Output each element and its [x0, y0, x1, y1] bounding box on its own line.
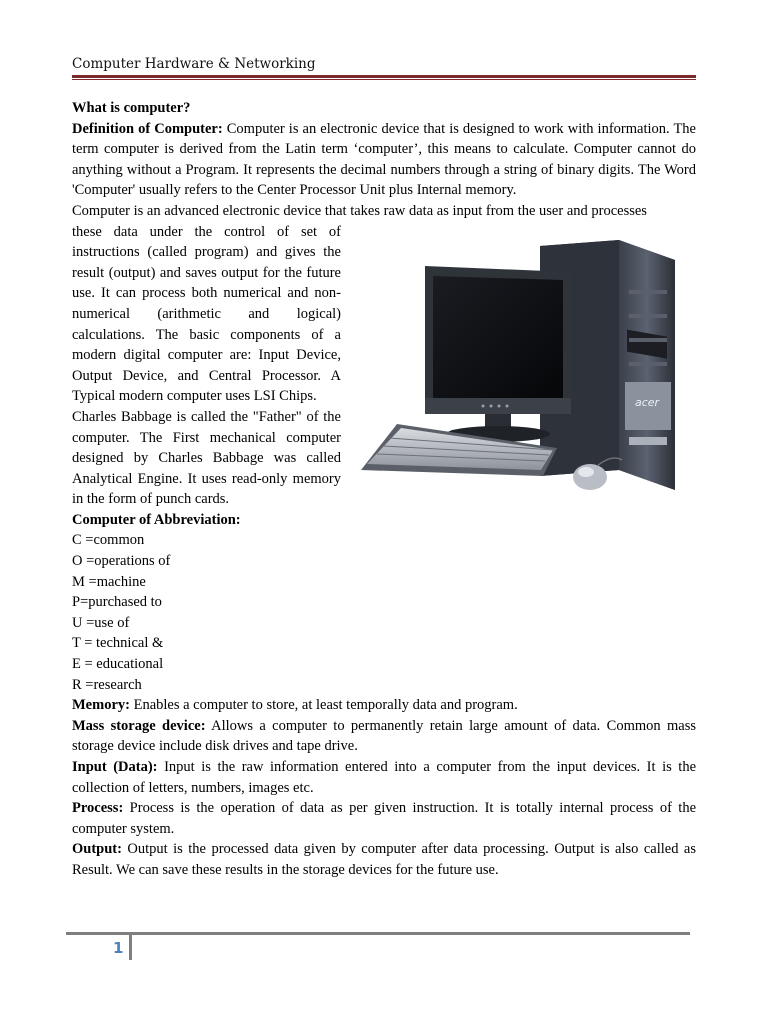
- memory-paragraph: Memory: Enables a computer to store, at least temporally data and program.: [72, 697, 518, 714]
- abbrev-item: C =common: [72, 532, 145, 549]
- mass-storage-label: Mass storage device:: [72, 717, 206, 734]
- paragraph-2-rest: these data under the control of set of instructions (called program) and gives the result (output) and saves output for the future use. It can process both numerical and non-numerical (arithmetic and logical) calculations. The basic components of a modern digital computer are: Input Device, Output Device, and Central Processor. A Typical modern computer uses LSI Chips.: [72, 223, 341, 405]
- abbrev-item: E = educational: [72, 656, 164, 673]
- footer-rule: [66, 932, 690, 935]
- memory-label: Memory:: [72, 697, 130, 714]
- section-heading: What is computer?: [72, 100, 191, 116]
- page-header-title: Computer Hardware & Networking: [72, 56, 316, 72]
- header-rule-thin: [72, 79, 696, 80]
- figure-brand-label: acer: [634, 396, 660, 409]
- output-label: Output:: [72, 841, 122, 858]
- definition-text: Computer is an electronic device that is designed to work with information. The term computer is derived from the Latin term ‘computer’, this means to calculate. Computer cannot do anything without a Program. It represents the decimal numbers through a string of binary digits. The Word 'Computer' usually refers to the Center Processor Unit plus Internal memory.: [72, 120, 696, 199]
- input-paragraph: Input (Data): Input is the raw information entered into a computer from the input devices. It is the collection of letters, numbers, images etc.: [72, 759, 697, 796]
- input-label: Input (Data):: [72, 759, 158, 775]
- computer-illustration: [357, 232, 687, 502]
- output-paragraph: Output: Output is the processed data given by computer after data processing. Output is also called as Result. We can save these results in the storage devices for the future use.: [72, 841, 696, 878]
- footer-divider: [129, 934, 132, 960]
- abbrev-item: O =operations of: [72, 553, 171, 570]
- paragraph-2-first-line: Computer is an advanced electronic device that takes raw data as input from the user and processes: [72, 202, 647, 219]
- desktop-computer-icon: [357, 232, 687, 502]
- mass-storage-paragraph: Mass storage device: Allows a computer to permanently retain large amount of data. Common mass storage device include disk drives and tape drive.: [72, 717, 697, 755]
- page-number: 1: [113, 939, 124, 957]
- abbrev-item: R =research: [72, 676, 142, 693]
- abbreviation-heading: Computer of Abbreviation:: [72, 511, 241, 528]
- abbrev-item: T = technical &: [72, 635, 164, 652]
- definition-label: Definition of Computer:: [72, 120, 223, 137]
- header-rule: [72, 75, 696, 78]
- process-paragraph: Process: Process is the operation of data as per given instruction. It is totally internal process of the computer system.: [72, 800, 696, 837]
- abbrev-item: M =machine: [72, 573, 146, 590]
- definition-paragraph: [72, 119, 696, 201]
- abbrev-item: U =use of: [72, 614, 130, 631]
- paragraph-3: Charles Babbage is called the "Father" of the computer. The First mechanical computer designed by Charles Babbage was called Analytical Engine. It uses read-only memory in the form of punch cards.: [72, 408, 341, 508]
- abbrev-item: P=purchased to: [72, 594, 162, 611]
- process-label: Process:: [72, 800, 124, 817]
